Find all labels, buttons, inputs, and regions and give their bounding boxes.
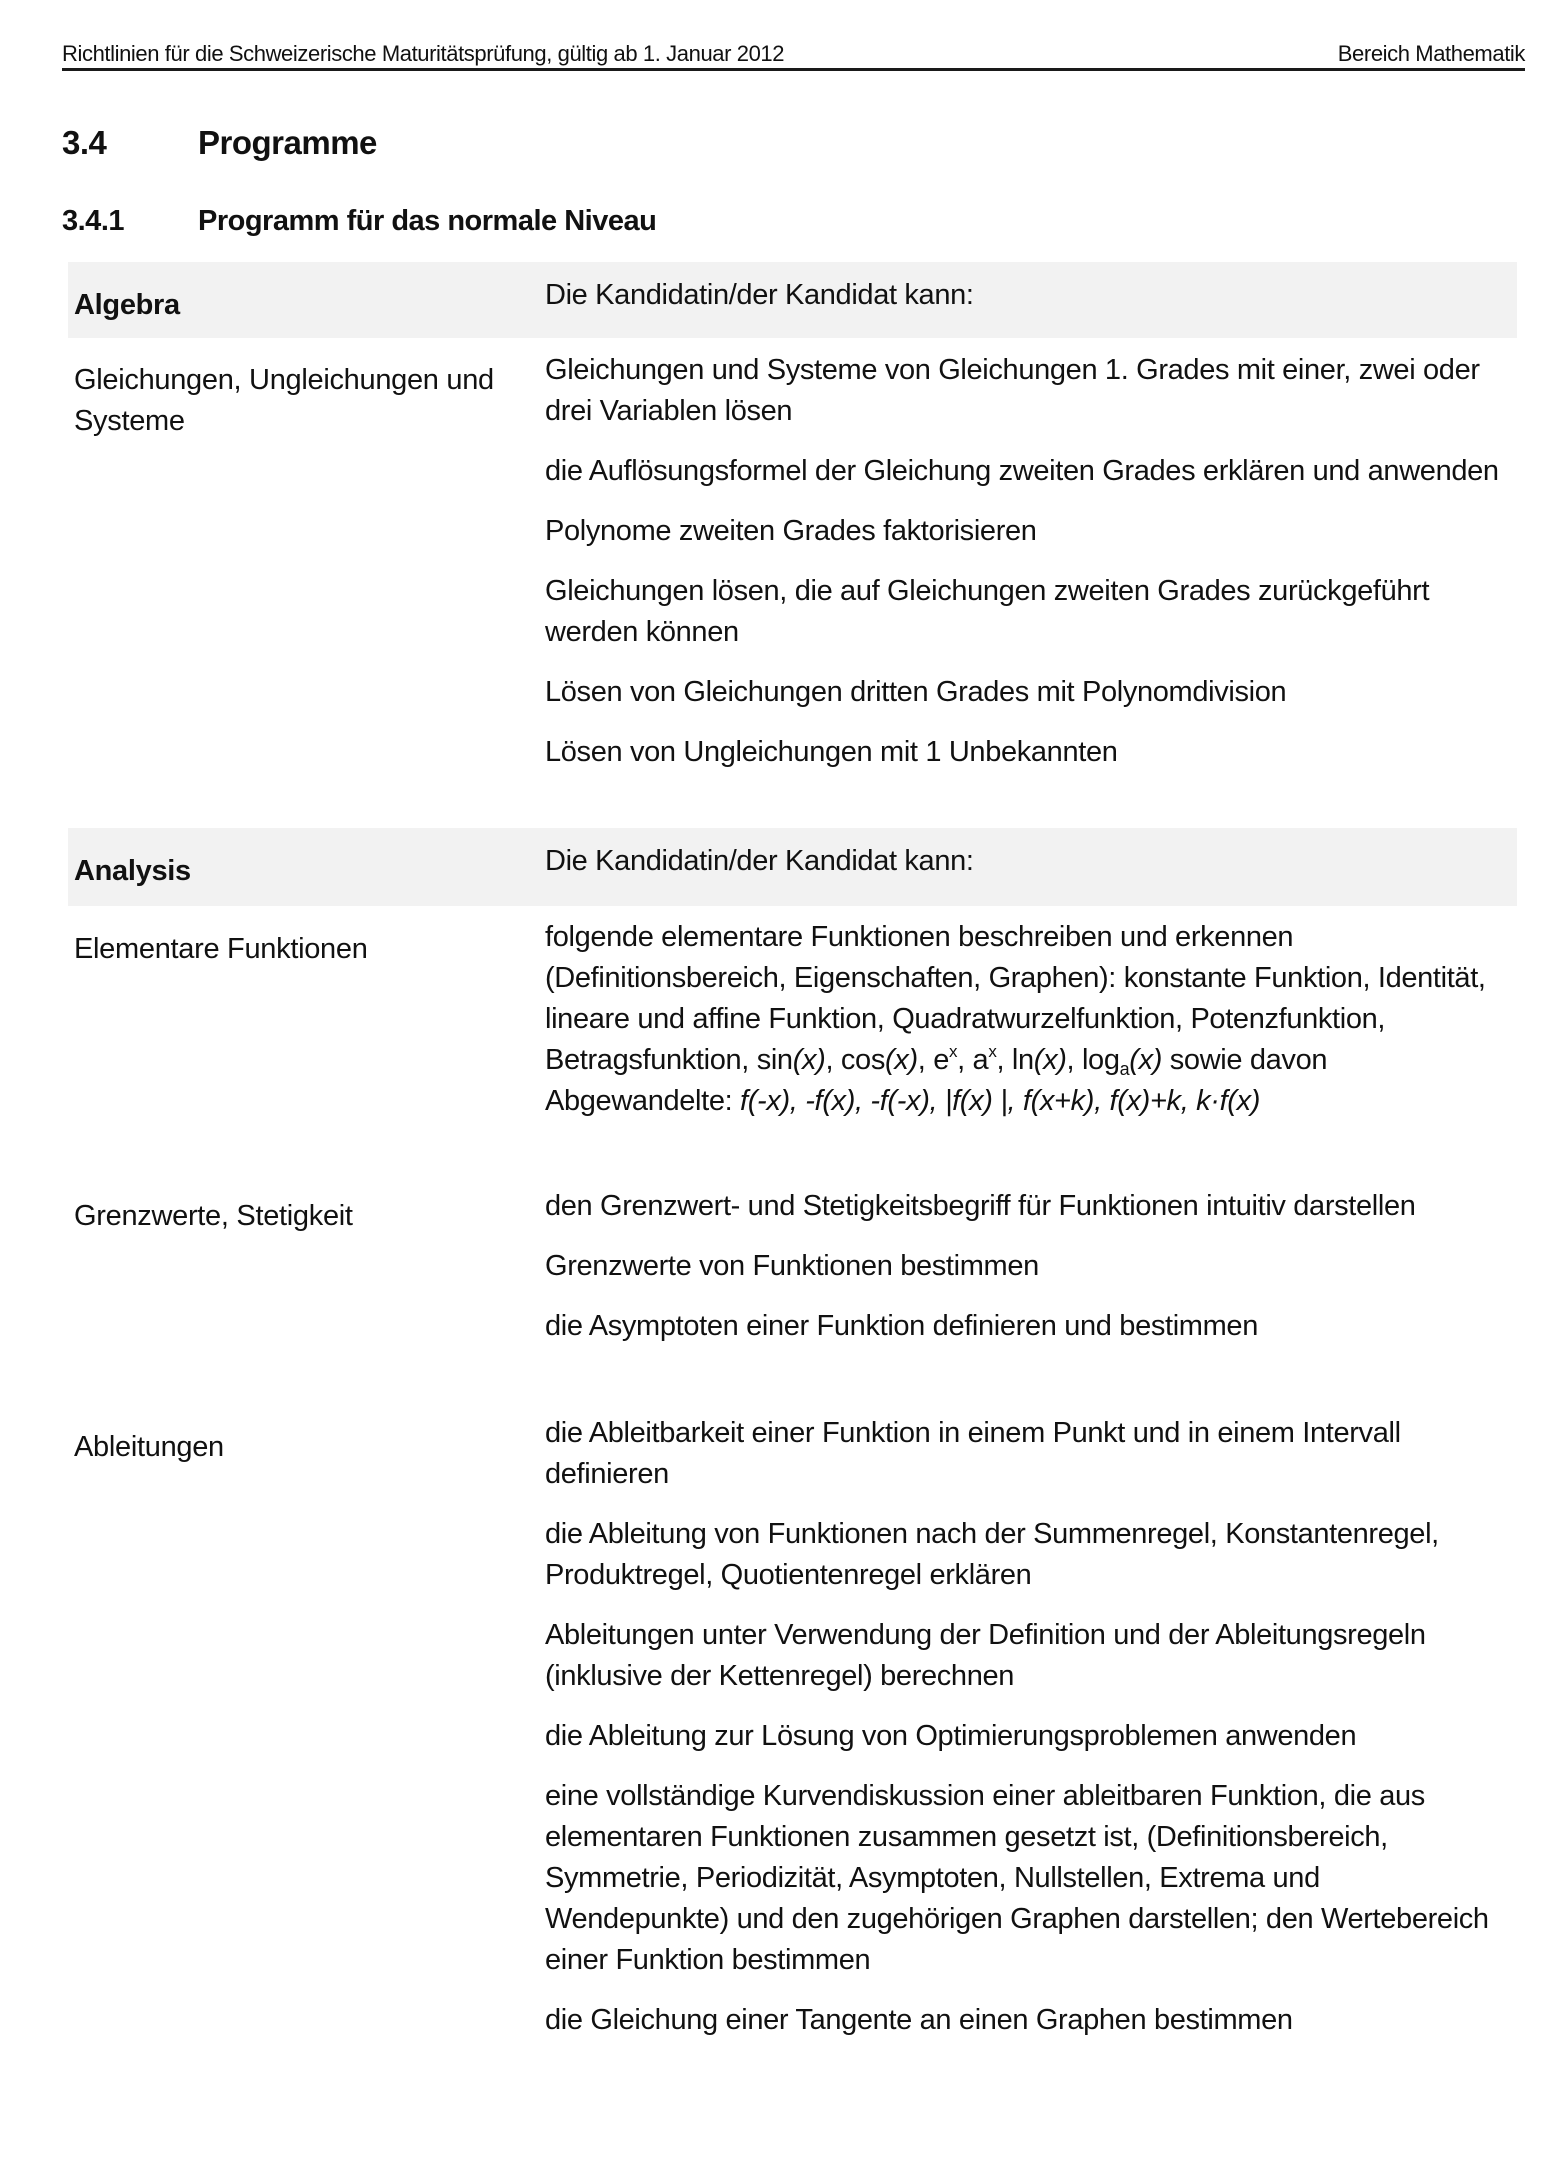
- section-title: Programme: [198, 124, 377, 161]
- topic-label: Grenzwerte, Stetigkeit: [74, 1200, 353, 1232]
- header-section: Bereich Mathematik: [1337, 41, 1525, 66]
- list-item: Lösen von Ungleichungen mit 1 Unbekannten: [545, 736, 1118, 768]
- list-item: den Grenzwert- und Stetigkeitsbegriff für Funktionen intuitiv darstellen: [545, 1190, 1416, 1222]
- analysis-title: Analysis: [74, 855, 191, 887]
- subsection-title: Programm für das normale Niveau: [198, 205, 657, 237]
- topic-label: Gleichungen, Ungleichungen und Systeme: [74, 364, 494, 437]
- topic-label: Ableitungen: [74, 1431, 224, 1463]
- list-item: die Ableitung von Funktionen nach der Summenregel, Konstantenregel, Produktregel, Quotientenregel erklären: [545, 1518, 1439, 1591]
- section-heading: [62, 124, 377, 162]
- list-item: Gleichungen lösen, die auf Gleichungen zweiten Grades zurückgeführt werden können: [545, 575, 1430, 648]
- list-item: die Auflösungsformel der Gleichung zweiten Grades erklären und anwenden: [545, 455, 1499, 487]
- header-document-title: Richtlinien für die Schweizerische Maturitätsprüfung, gültig ab 1. Januar 2012: [62, 41, 785, 66]
- list-item: Grenzwerte von Funktionen bestimmen: [545, 1250, 1039, 1282]
- list-item: die Ableitbarkeit einer Funktion in einem Punkt und in einem Intervall definieren: [545, 1417, 1401, 1490]
- algebra-title: Algebra: [74, 289, 180, 321]
- topic-items: [545, 1186, 1505, 1366]
- list-item: Gleichungen und Systeme von Gleichungen 1. Grades mit einer, zwei oder drei Variablen lösen: [545, 354, 1480, 427]
- list-item-elementary-functions: folgende elementare Funktionen beschreiben und erkennen (Definitionsbereich, Eigenschaften, Graphen): konstante Funktion, Identität, lineare und affine Funktion, Quadratwurzelfunktion, Potenzfunktion, Betragsfunktion, sin(x), cos(x), $e^x$, $a^x$, ln(x), $\log_a(x)$ sowie davon Abgewandelte: f(-x), -f(x), -f(-x), |f(x) |, f(x+k), f(x)+k, k·f(x): [545, 921, 1486, 1117]
- function-transforms: f(-x), -f(x), -f(-x), |f(x) |, f(x+k), f(x)+k, k·f(x): [740, 1085, 1261, 1117]
- list-item: die Asymptoten einer Funktion definieren und bestimmen: [545, 1310, 1258, 1342]
- list-item: Lösen von Gleichungen dritten Grades mit Polynomdivision: [545, 676, 1287, 708]
- topic-items: [545, 917, 1505, 1141]
- list-item: die Ableitung zur Lösung von Optimierungsproblemen anwenden: [545, 1720, 1357, 1752]
- list-item: eine vollständige Kurvendiskussion einer ableitbaren Funktion, die aus elementaren Funktionen zusammen gesetzt ist, (Definitionsbereich, Symmetrie, Periodizität, Asymptoten, Nullstellen, Extrema und Wendepunkte) und den zugehörigen Graphen darstellen; den Wertebereich einer Funktion bestimmen: [545, 1780, 1489, 1976]
- algebra-intro: Die Kandidatin/der Kandidat kann:: [545, 279, 974, 311]
- topic-label: Elementare Funktionen: [74, 933, 368, 965]
- section-number: 3.4: [62, 124, 107, 161]
- list-item: die Gleichung einer Tangente an einen Graphen bestimmen: [545, 2004, 1293, 2036]
- list-item: Ableitungen unter Verwendung der Definition und der Ableitungsregeln (inklusive der Kettenregel) berechnen: [545, 1619, 1426, 1692]
- subsection-number: 3.4.1: [62, 205, 124, 237]
- analysis-intro: Die Kandidatin/der Kandidat kann:: [545, 845, 974, 877]
- page-header: [62, 38, 1525, 71]
- subsection-heading: [62, 205, 656, 238]
- list-item: Polynome zweiten Grades faktorisieren: [545, 515, 1037, 547]
- topic-items: [545, 1413, 1505, 2060]
- topic-items: [545, 350, 1505, 792]
